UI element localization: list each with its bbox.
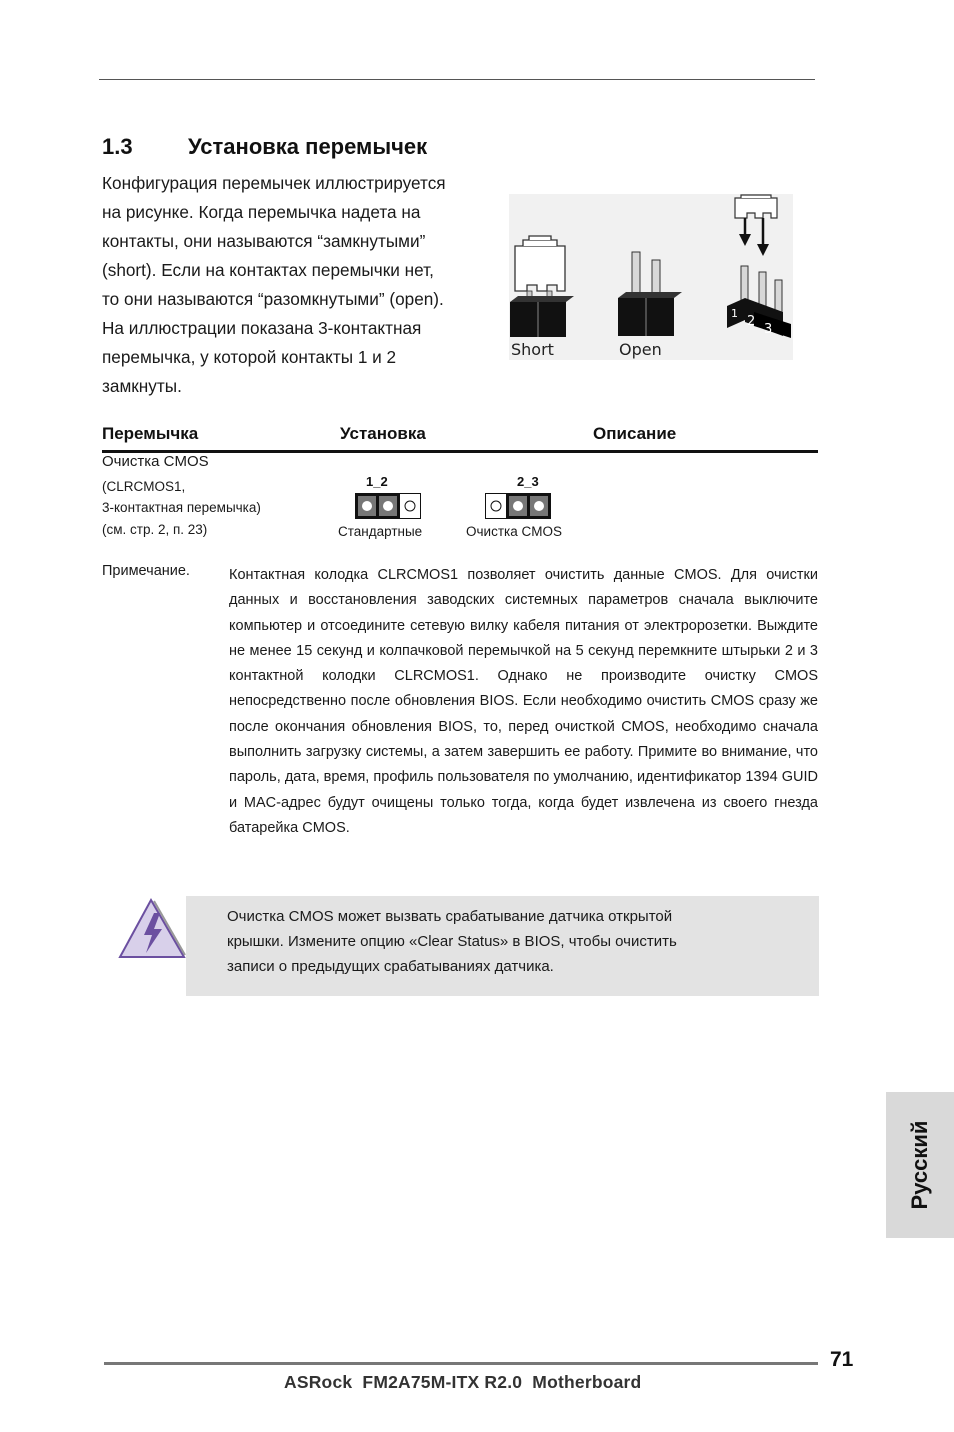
language-tab: [886, 1092, 954, 1238]
intro-paragraph: [102, 169, 502, 401]
jumper-detail: (CLRCMOS1,: [102, 479, 186, 494]
pin-number-2: 2: [747, 314, 756, 329]
jumper-illustration-svg: [509, 194, 793, 360]
pin-number-3: 3: [764, 322, 773, 337]
table-header-description: Описание: [593, 424, 677, 443]
open-jumper-graphic: [618, 252, 682, 336]
table-header-rule: [102, 450, 818, 453]
language-tab-label: Русский: [907, 1120, 932, 1210]
top-rule: [99, 79, 815, 80]
clear-pins-label: 2_3: [517, 474, 539, 489]
pin-header-default: [355, 493, 421, 519]
intro-line: (short). Если на контактах перемычки нет,: [102, 260, 434, 280]
jumper-detail: 3-контактная перемычка): [102, 500, 261, 515]
short-label: Short: [511, 340, 554, 359]
jumper-detail: (см. стр. 2, п. 23): [102, 522, 208, 537]
note-label: Примечание.: [102, 563, 190, 579]
short-jumper-graphic: [510, 236, 574, 337]
table-header-jumper: Перемычка: [102, 424, 199, 443]
intro-line: контакты, они называются “замкнутыми”: [102, 231, 426, 251]
intro-line: на рисунке. Когда перемычка надета на: [102, 202, 421, 222]
bottom-rule: [104, 1362, 818, 1365]
jumper-illustration: [509, 194, 793, 360]
pin-number-1: 1: [731, 307, 738, 320]
caution-line: Очистка CMOS может вызвать срабатывание датчика открытой: [227, 908, 673, 925]
clear-setting-caption: Очистка CMOS: [466, 524, 562, 539]
intro-line: Конфигурация перемычек иллюстрируется: [102, 173, 446, 193]
note-body: Контактная колодка CLRCMOS1 позволяет очистить данные CMOS. Для очистки данных и восстановления заводских системных параметров сначала выключите компьютер и отсоедините сетевую вилку кабеля питания от электророзетки. Выждите не менее 15 секунд и колпачковой перемычкой на 5 секунд перемкните штырьки 2 и 3 контактной колодки CLRCMOS1. Однако не производите очистку CMOS непосредственно после обновления BIOS. Если необходимо очистить CMOS сразу же после окончания обновления BIOS, то, перед очисткой CMOS, необходимо сначала выполнить загрузку системы, а затем завершить ее работу. Примите во внимание, что пароль, дата, время, профиль пользователя по умолчанию, идентификатор 1394 GUID и MAC-адрес будут очищены только тогда, когда будет извлечена из своего гнезда батарейка CMOS.: [229, 567, 818, 836]
default-setting-caption: Стандартные: [338, 524, 423, 539]
section-number: 1.3: [102, 134, 133, 159]
section-title: [102, 134, 427, 160]
pin-header-clear: [485, 493, 551, 519]
intro-line: то они называются “разомкнутыми” (open).: [102, 289, 444, 309]
table-header-setting: Установка: [340, 424, 426, 443]
page-number: 71: [830, 1348, 854, 1371]
intro-line: замкнуты.: [102, 376, 182, 396]
caution-line: записи о предыдущих срабатываниях датчика.: [227, 958, 554, 975]
default-pins-label: 1_2: [366, 474, 388, 489]
footer-model: ASRock FM2A75M-ITX R2.0 Motherboard: [284, 1372, 642, 1392]
intro-line: На иллюстрации показана 3-контактная: [102, 318, 422, 338]
jumper-name: Очистка CMOS: [102, 453, 209, 470]
section-title-text: Установка перемычек: [188, 134, 428, 159]
open-label: Open: [619, 340, 662, 359]
caution-line: крышки. Измените опцию «Clear Status» в BIOS, чтобы очистить: [227, 933, 677, 950]
warning-lightning-icon: [118, 897, 188, 961]
intro-line: перемычка, у которой контакты 1 и 2: [102, 347, 397, 367]
caution-text: [227, 904, 787, 979]
